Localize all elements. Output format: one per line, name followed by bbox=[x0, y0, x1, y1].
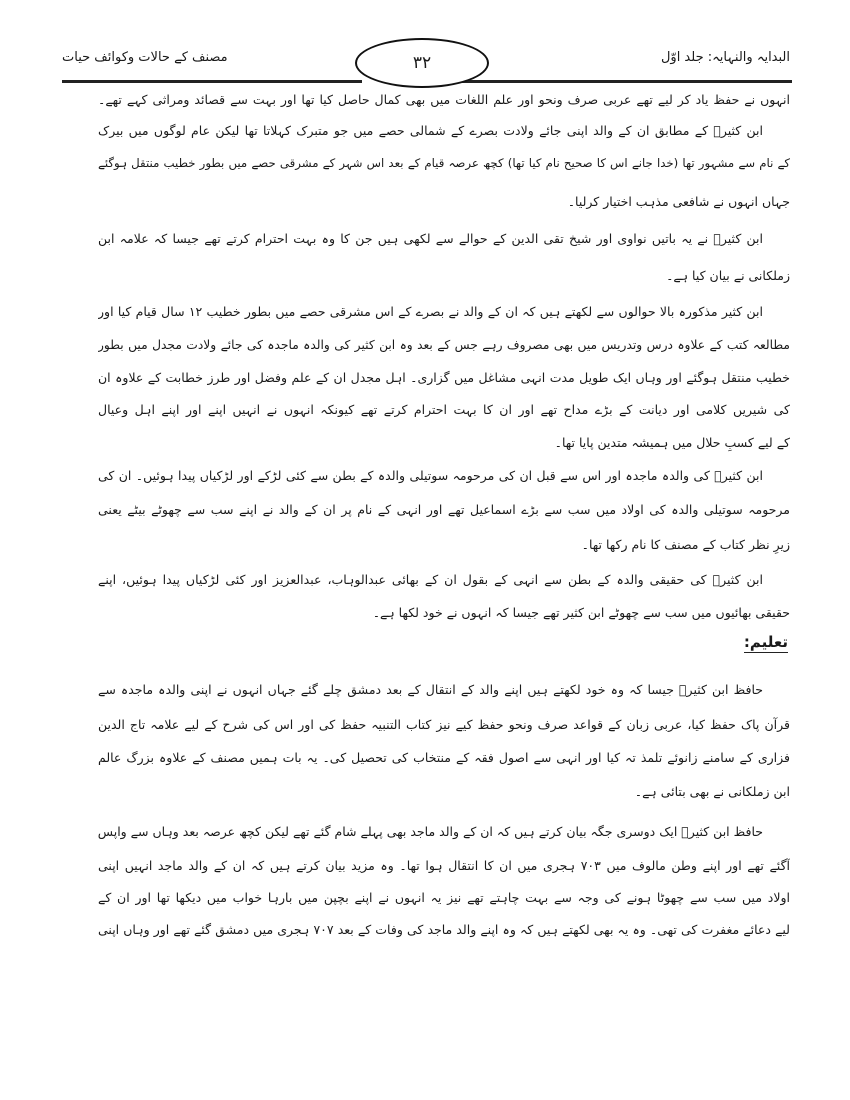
text-line: آگئے تھے اور اپنے وطن مالوف میں ۷۰۳ ہجری میں ان کا انتقال ہوا تھا۔ وہ مزید بیان کرتے ہیں کہ ان کے والد ماجد انہیں اپنی bbox=[98, 858, 790, 873]
text-line: کے نام سے مشہور تھا (خدا جانے اس کا صحیح نام کیا تھا) کچھ عرصہ قیام کے بعد اس شہر کے مشرقی حصے میں بطور خطیب منتقل ہوگئے bbox=[98, 156, 790, 170]
text-line: ابن کثیر مذکورہ بالا حوالوں سے لکھتے ہیں کہ ان کے والد نے بصرے کے اس مشرقی حصے میں بطور خطیب ۱۲ سال قیام کیا اور bbox=[98, 304, 763, 319]
text-line: فزاری کے سامنے زانوئے تلمذ تہ کیا اور انہی سے اصول فقہ کے منتخاب کی تحصیل کی۔ یہ بات ہمیں مصنف کے علاوہ بزرگ عالم bbox=[98, 750, 790, 765]
text-line: کی شیریں کلامی اور دیانت کے بڑے مداح تھے اور ان کا بہت احترام کرتے تھے کیونکہ انہوں نے انہیں اپنے اور اپنے اہل وعیال bbox=[98, 402, 790, 417]
text-line: ابن کثیرؒ کی والدہ ماجدہ اور اس سے قبل ان کی مرحومہ سوتیلی والدہ کے بطن سے کئی لڑکے اور لڑکیاں پیدا ہوئیں۔ ان کی bbox=[98, 468, 763, 483]
text-line: زملکانی نے بیان کیا ہے۔ bbox=[666, 268, 790, 283]
text-line: ابن کثیرؒ کے مطابق ان کے والد اپنی جائے ولادت بصرے کے شمالی حصے میں جو متبرک کہلاتا تھا لیکن عام لوگوں میں بیرک bbox=[98, 123, 763, 138]
text-line: حقیقی بھائیوں میں سب سے چھوٹے ابن کثیر تھے جیسا کہ انہوں نے خود لکھا ہے۔ bbox=[372, 605, 790, 620]
text-line: خطیب منتقل ہوگئے اور وہاں ایک طویل مدت انہی مشاغل میں گزاری۔ اہل مجدل ان کے علم وفضل اور طرز خطابت کے علاوہ ان bbox=[98, 370, 790, 385]
page-number: ۳۲ bbox=[355, 38, 489, 88]
text-line: ابن کثیرؒ نے یہ باتیں نواوی اور شیخ تقی الدین کے حوالے سے لکھی ہیں جن کا وہ بہت احترام کرتے تھے جیسا کہ علامہ ابن bbox=[98, 231, 763, 246]
text-line: انہوں نے حفظ یاد کر لیے تھے عربی صرف ونحو اور علم اللغات میں بھی کمال حاصل کیا تھا اور بہت سے قصائد ومراثی کہے تھے۔ bbox=[98, 92, 790, 107]
text-line: مطالعہ کتب کے علاوہ درس وتدریس میں بھی مصروف رہے جس کے بعد وہ ابن کثیر کی والدہ ماجدہ کی جائے ولادت مجدل میں بطور bbox=[98, 338, 790, 352]
text-line: قرآن پاک حفظ کیا، عربی زبان کے قواعد صرف ونحو حفظ کیے نیز کتاب التنبیہ حفظ کی اور اس کی شرح کے لیے علامہ تاج الدین bbox=[98, 717, 790, 732]
text-line: حافظ ابن کثیرؒ جیسا کہ وہ خود لکھتے ہیں اپنے والد کے انتقال کے بعد دمشق چلے گئے جہاں انہوں نے اپنی والدہ ماجدہ سے bbox=[98, 682, 763, 697]
section-heading: تعلیم: bbox=[743, 633, 788, 651]
text-line: ابن زملکانی نے بھی بتائی ہے۔ bbox=[634, 784, 790, 799]
text-line: مرحومہ سوتیلی والدہ کی اولاد میں سب سے بڑے اسماعیل تھے اور انہی کے نام پر ان کے والد نے اپنے سب سے چھوٹے بیٹے یعنی bbox=[98, 502, 790, 517]
text-line: زیرِ نظر کتاب کے مصنف کا نام رکھا تھا۔ bbox=[581, 537, 790, 552]
header-rule-right bbox=[450, 80, 792, 83]
text-line: حافظ ابن کثیرؒ ایک دوسری جگہ بیان کرتے ہیں کہ ان کے والد ماجد بھی پہلے شام گئے تھے لیکن کچھ عرصہ بعد وہاں سے واپس bbox=[98, 824, 763, 839]
text-line: ابن کثیرؒ کی حقیقی والدہ کے بطن سے انہی کے بقول ان کے بھائی عبدالوہاب، عبدالعزیز اور کئی لڑکیاں پیدا ہوئیں، اپنے bbox=[98, 572, 763, 587]
text-line: جہاں انہوں نے شافعی مذہب اختیار کرلیا۔ bbox=[567, 194, 790, 209]
text-line: لیے دعائے مغفرت کی تھی۔ وہ یہ بھی لکھتے ہیں کہ وہ اپنے والد ماجد کی وفات کے بعد ۷۰۷ ہجری میں دمشق گئے تھے اور وہاں اپنی bbox=[98, 922, 790, 937]
book-title: البدایہ والنہایہ: جلد اوّل bbox=[660, 50, 790, 65]
text-line: اولاد میں سب سے چھوٹا ہونے کی وجہ سے بہت چاہتے تھے نیز یہ انہوں نے اپنے بچپن میں بارہا خواب میں دیکھا تھا اور ان کے bbox=[98, 890, 790, 905]
text-line: کے لیے کسبِ حلال میں ہمیشہ متدین پایا تھا۔ bbox=[554, 435, 790, 450]
section-title: مصنف کے حالات وکوائف حیات bbox=[62, 50, 228, 65]
header-rule-left bbox=[62, 80, 362, 83]
